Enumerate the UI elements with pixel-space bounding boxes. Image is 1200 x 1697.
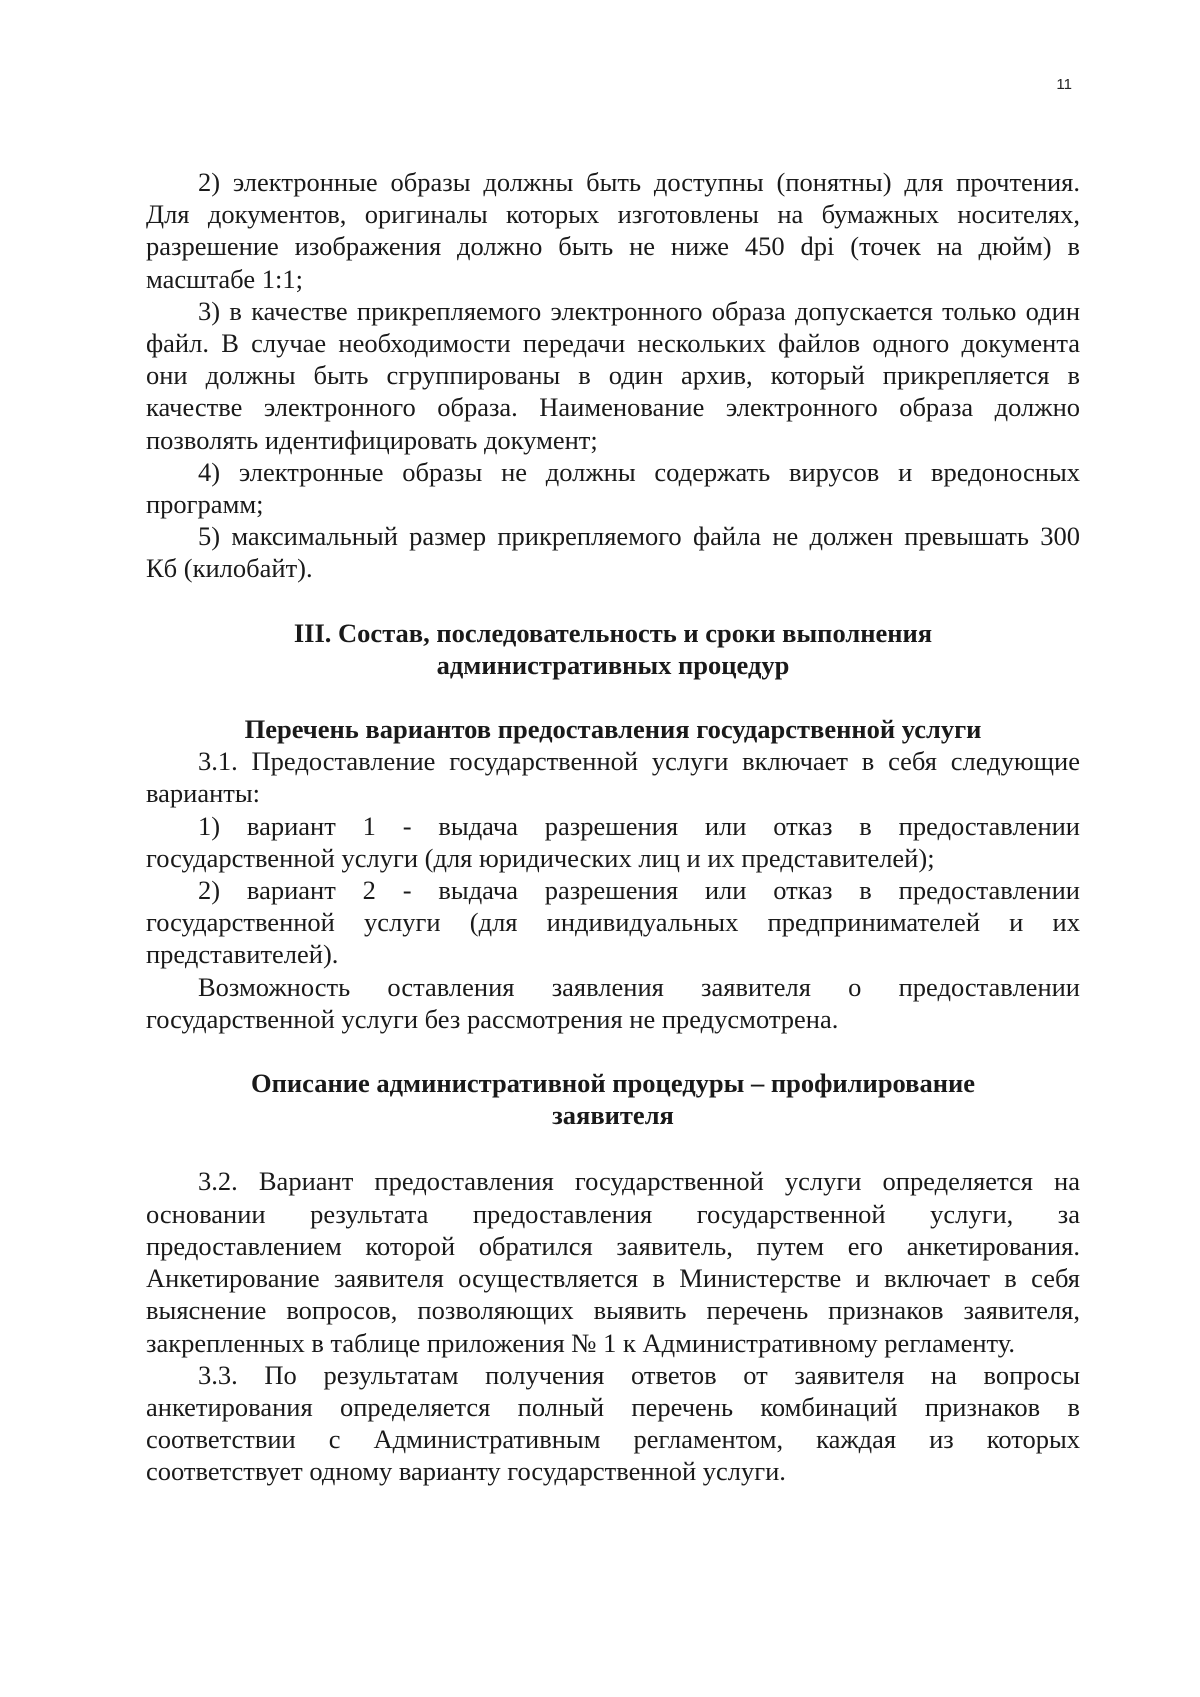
paragraph-item-5: 5) максимальный размер прикрепляемого файла не должен превышать 300 Кб (килобайт). [146, 521, 1080, 584]
section-heading [146, 617, 1080, 681]
paragraph-3-1: 3.1. Предоставление государственной услуги включает в себя следующие варианты: [146, 746, 1080, 809]
paragraph-item-4: 4) электронные образы не должны содержать вирусов и вредоносных программ; [146, 456, 1080, 520]
spacer [146, 585, 1080, 617]
paragraph-3-3: 3.3. По результатам получения ответов от заявителя на вопросы анкетирования определяется полный перечень комбинаций признаков в соответствии с Административным регламентом, каждая из которых соответствует одному варианту государственной услуги. [146, 1359, 1080, 1487]
subsection-heading-variants: Перечень вариантов предоставления государственной услуги [244, 714, 982, 745]
section-heading-line-2: административных процедур [436, 649, 790, 680]
paragraph-variant-2: 2) вариант 2 - выдача разрешения или отказ в предоставлении государственной услуги (для индивидуальных предпринимателей и их представителей). [146, 875, 1080, 970]
spacer [146, 1035, 1080, 1067]
paragraph-item-3: 3) в качестве прикрепляемого электронного образа допускается только один файл. В случае необходимости передачи нескольких файлов одного документа они должны быть сгруппированы в один архив, который прикрепляется в качестве электронного образа. Наименование электронного образа должно позволять идентифицировать документ; [146, 295, 1080, 455]
paragraph-item-2: 2) электронные образы должны быть доступны (понятны) для прочтения. Для документов, оригиналы которых изготовлены на бумажных носителях, разрешение изображения должно быть не ниже 450 dpi (точек на дюйм) в масштабе 1:1; [146, 167, 1080, 294]
page-number: 11 [1056, 76, 1072, 93]
subsection-heading-profiling [146, 1067, 1080, 1131]
spacer [146, 681, 1080, 713]
section-heading-line-1: III. Состав, последовательность и сроки выполнения [293, 617, 933, 648]
paragraph-no-dismissal: Возможность оставления заявления заявителя о предоставлении государственной услуги без рассмотрения не предусмотрена. [146, 971, 1080, 1034]
paragraph-3-2: 3.2. Вариант предоставления государственной услуги определяется на основании результата предоставления государственной услуги, за предоставлением которой обратился заявитель, путем его анкетирования. Анкетирование заявителя осуществляется в Министерстве и включает в себя выяснение вопросов, позволяющих выявить перечень признаков заявителя, закрепленных в таблице приложения № 1 к Административному регламенту. [146, 1166, 1080, 1358]
paragraph-variant-1: 1) вариант 1 - выдача разрешения или отказ в предоставлении государственной услуги (для юридических лиц и их представителей); [146, 810, 1080, 873]
spacer [146, 1131, 1080, 1165]
profiling-heading-line-2: заявителя [552, 1100, 674, 1131]
profiling-heading-line-1: Описание административной процедуры – профилирование [250, 1068, 976, 1099]
document-body [146, 166, 1080, 1488]
